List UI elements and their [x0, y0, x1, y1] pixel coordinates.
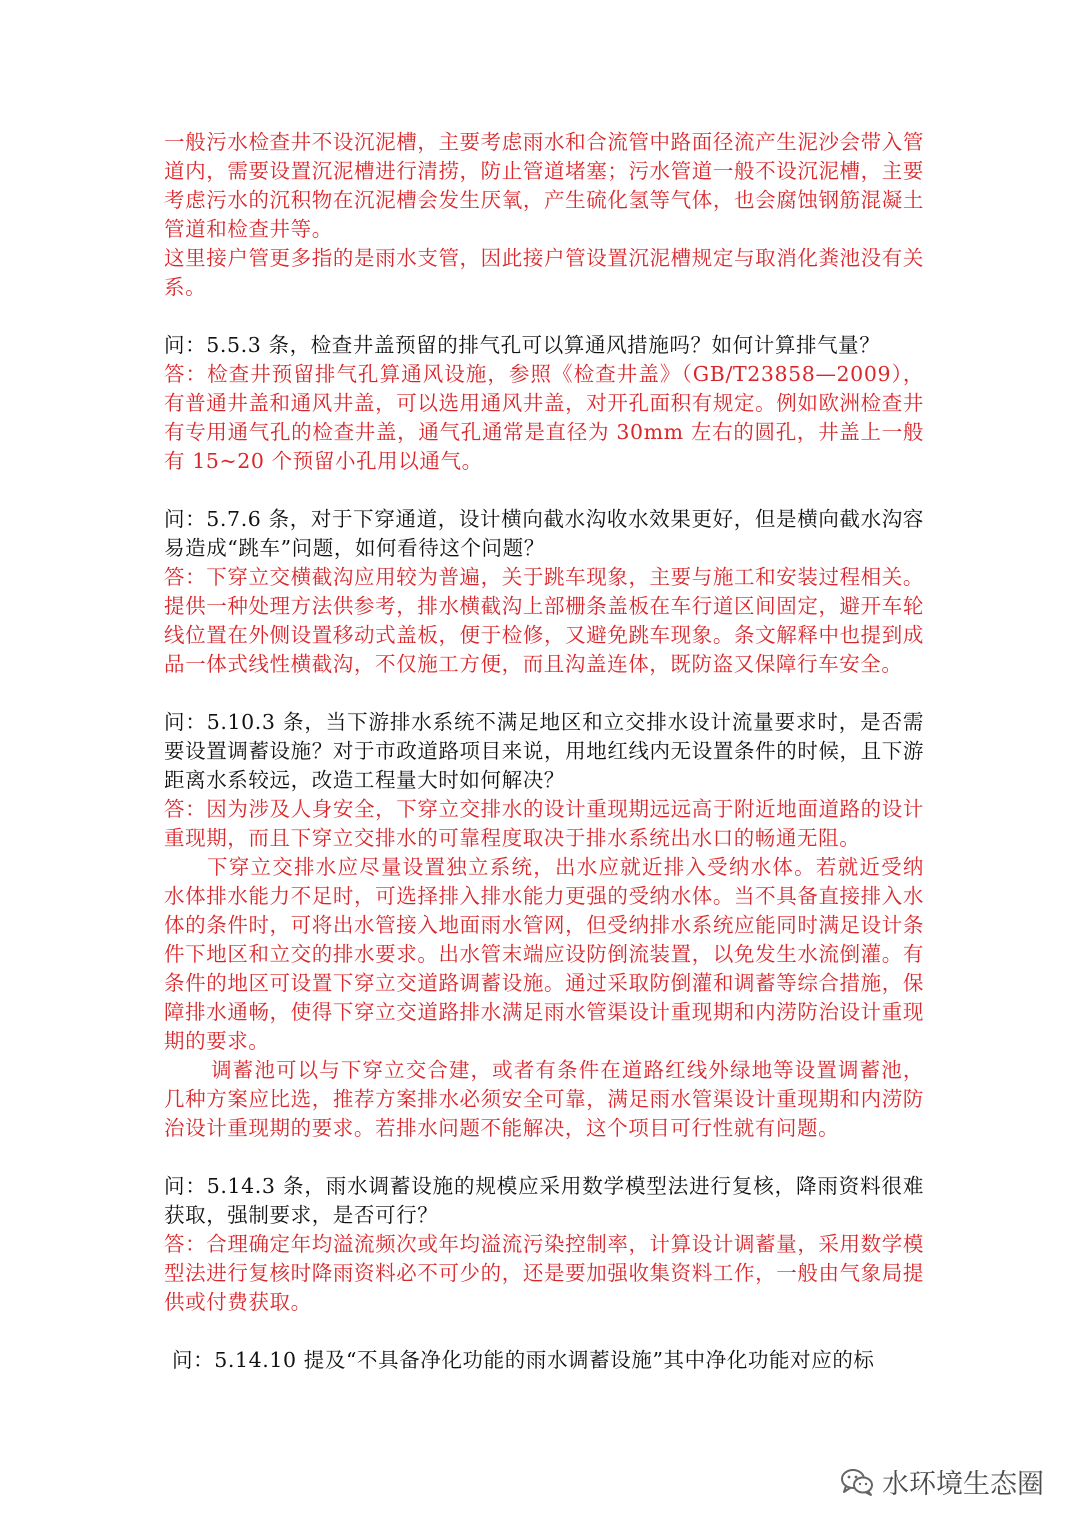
question-5-14-10: 问：5.14.10 提及“不具备净化功能的雨水调蓄设施”其中净化功能对应的标 — [172, 1348, 875, 1372]
question-5-5-3: 问：5.5.3 条，检查井盖预留的排气孔可以算通风措施吗？如何计算排气量？ — [164, 333, 881, 357]
spacer — [164, 679, 924, 708]
answer-5-10-3-part-1: 答：因为涉及人身安全，下穿立交排水的设计重现期远远高于附近地面道路的设计重现期，而且下穿立交排水的可靠程度取决于排水系统出水口的畅通无阻。 — [164, 797, 924, 850]
wechat-icon — [840, 1467, 874, 1497]
intro-paragraph-2: 这里接户管更多指的是雨水支管，因此接户管设置沉泥槽规定与取消化粪池没有关系。 — [164, 246, 924, 299]
spacer — [164, 476, 924, 505]
watermark-text: 水环境生态圈 — [882, 1469, 1044, 1500]
intro-paragraph-1: 一般污水检查井不设沉泥槽，主要考虑雨水和合流管中路面径流产生泥沙会带入管道内，需要设置沉泥槽进行清捞，防止管道堵塞；污水管道一般不设沉泥槽，主要考虑污水的沉积物在沉泥槽会发生厌氧，产生硫化氢等气体，也会腐蚀钢筋混凝土管道和检查井等。 — [164, 130, 924, 241]
document-body — [164, 128, 924, 1375]
answer-5-7-6: 答：下穿立交横截沟应用较为普遍，关于跳车现象，主要与施工和安装过程相关。提供一种处理方法供参考，排水横截沟上部栅条盖板在车行道区间固定，避开车轮线位置在外侧设置移动式盖板，便于检修，又避免跳车现象。条文解释中也提到成品一体式线性横截沟，不仅施工方便，而且沟盖连体，既防盗又保障行车安全。 — [164, 565, 924, 676]
watermark — [840, 1462, 1044, 1501]
spacer — [164, 1317, 924, 1346]
question-5-7-6: 问：5.7.6 条，对于下穿通道，设计横向截水沟收水效果更好，但是横向截水沟容易造成“跳车”问题，如何看待这个问题？ — [164, 507, 924, 560]
answer-5-14-3: 答：合理确定年均溢流频次或年均溢流污染控制率，计算设计调蓄量，采用数学模型法进行复核时降雨资料必不可少的，还是要加强收集资料工作，一般由气象局提供或付费获取。 — [164, 1232, 924, 1314]
spacer — [164, 302, 924, 331]
answer-5-10-3-part-3: 调蓄池可以与下穿立交合建，或者有条件在道路红线外绿地等设置调蓄池，几种方案应比选，推荐方案排水必须安全可靠，满足雨水管渠设计重现期和内涝防治设计重现期的要求。若排水问题不能解决，这个项目可行性就有问题。 — [164, 1058, 924, 1140]
answer-5-5-3: 答：检查井预留排气孔算通风设施，参照《检查井盖》（GB/T23858—2009），有普通井盖和通风井盖，可以选用通风井盖，对开孔面积有规定。例如欧洲检查井有专用通气孔的检查井盖，通气孔通常是直径为 30mm 左右的圆孔，井盖上一般有 15~20 个预留小孔用以通气。 — [164, 362, 924, 473]
question-5-10-3: 问：5.10.3 条，当下游排水系统不满足地区和立交排水设计流量要求时，是否需要设置调蓄设施？对于市政道路项目来说，用地红线内无设置条件的时候，且下游距离水系较远，改造工程量大时如何解决？ — [164, 710, 924, 792]
question-5-14-3: 问：5.14.3 条，雨水调蓄设施的规模应采用数学模型法进行复核，降雨资料很难获取，强制要求，是否可行？ — [164, 1174, 924, 1227]
answer-5-10-3-part-2: 下穿立交排水应尽量设置独立系统，出水应就近排入受纳水体。若就近受纳水体排水能力不足时，可选择排入排水能力更强的受纳水体。当不具备直接排入水体的条件时，可将出水管接入地面雨水管网，但受纳排水系统应能同时满足设计条件下地区和立交的排水要求。出水管末端应设防倒流装置，以免发生水流倒灌。有条件的地区可设置下穿立交道路调蓄设施。通过采取防倒灌和调蓄等综合措施，保障排水通畅，使得下穿立交道路排水满足雨水管渠设计重现期和内涝防治设计重现期的要求。 — [164, 855, 924, 1053]
spacer — [164, 1143, 924, 1172]
